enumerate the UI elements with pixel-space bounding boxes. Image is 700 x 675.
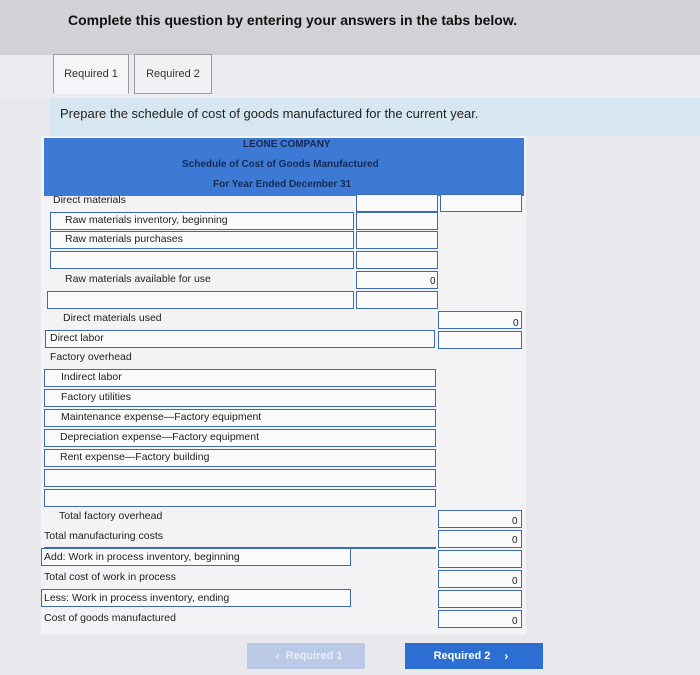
row-blank-3[interactable] [44,469,436,487]
label-factory-utilities: Factory utilities [61,391,132,403]
value-direct-materials-used: 0 [513,318,519,329]
chevron-left-icon: ‹ [275,649,280,663]
label-factory-overhead: Factory overhead [50,351,132,363]
prev-button[interactable] [247,643,365,669]
input-direct-labor-amt[interactable] [438,331,522,349]
chevron-right-icon: › [504,649,509,663]
output-total-overhead [438,510,522,528]
input-wip-beginning-amt[interactable] [438,550,522,568]
label-add-wip-beginning: Add: Work in process inventory, beginning [44,551,240,563]
label-direct-materials-used: Direct materials used [63,312,162,324]
row-blank-2[interactable] [47,291,354,309]
value-cogm: 0 [512,616,518,627]
row-blank-1[interactable] [50,251,354,269]
input-direct-materials-amt[interactable] [356,194,438,212]
output-cogm [438,610,522,628]
tab-required-1[interactable]: Required 1 [53,54,129,94]
next-button[interactable] [405,643,543,669]
input-wip-ending-amt[interactable] [438,590,522,608]
label-rm-purchases: Raw materials purchases [65,233,183,245]
output-total-manufacturing [438,530,522,548]
output-total-cost-wip [438,570,522,588]
label-less-wip-ending: Less: Work in process inventory, ending [44,592,230,604]
output-direct-materials-used [438,311,522,329]
row-blank-4[interactable] [44,489,436,507]
next-button-label: Required 2 [433,650,491,662]
input-blank-2-amt[interactable] [356,291,438,309]
label-rent: Rent expense—Factory building [60,451,210,463]
banner-text: Complete this question by entering your answers in the tabs below. [68,12,518,28]
label-total-overhead: Total factory overhead [59,510,163,522]
input-rm-inventory-beginning-amt[interactable] [356,212,438,230]
label-total-cost-wip: Total cost of work in process [44,571,176,583]
label-direct-labor: Direct labor [50,332,104,344]
label-rm-available: Raw materials available for use [65,273,211,285]
input-rm-purchases-amt[interactable] [356,231,438,249]
label-total-manufacturing: Total manufacturing costs [44,530,164,542]
input-direct-materials-total[interactable] [440,194,522,212]
instruction-text: Prepare the schedule of cost of goods manufactured for the current year. [60,106,479,121]
tab-required-2[interactable]: Required 2 [134,54,212,94]
value-rm-available: 0 [430,276,436,287]
label-maintenance: Maintenance expense—Factory equipment [61,411,262,423]
schedule-title: Schedule of Cost of Goods Manufactured [182,159,379,170]
label-depreciation: Depreciation expense—Factory equipment [60,431,260,443]
label-rm-inventory-beginning: Raw materials inventory, beginning [65,214,228,226]
schedule-period: For Year Ended December 31 [213,179,352,190]
output-rm-available [356,271,438,289]
company-name: LEONE COMPANY [243,139,331,150]
prev-button-label: Required 1 [285,650,343,662]
label-direct-materials: Direct materials [53,194,126,206]
input-blank-1-amt[interactable] [356,251,438,269]
value-total-cost-wip: 0 [512,576,518,587]
label-cogm: Cost of goods manufactured [44,612,176,624]
label-indirect-labor: Indirect labor [61,371,122,383]
value-total-manufacturing: 0 [512,535,518,546]
value-total-overhead: 0 [512,516,518,527]
